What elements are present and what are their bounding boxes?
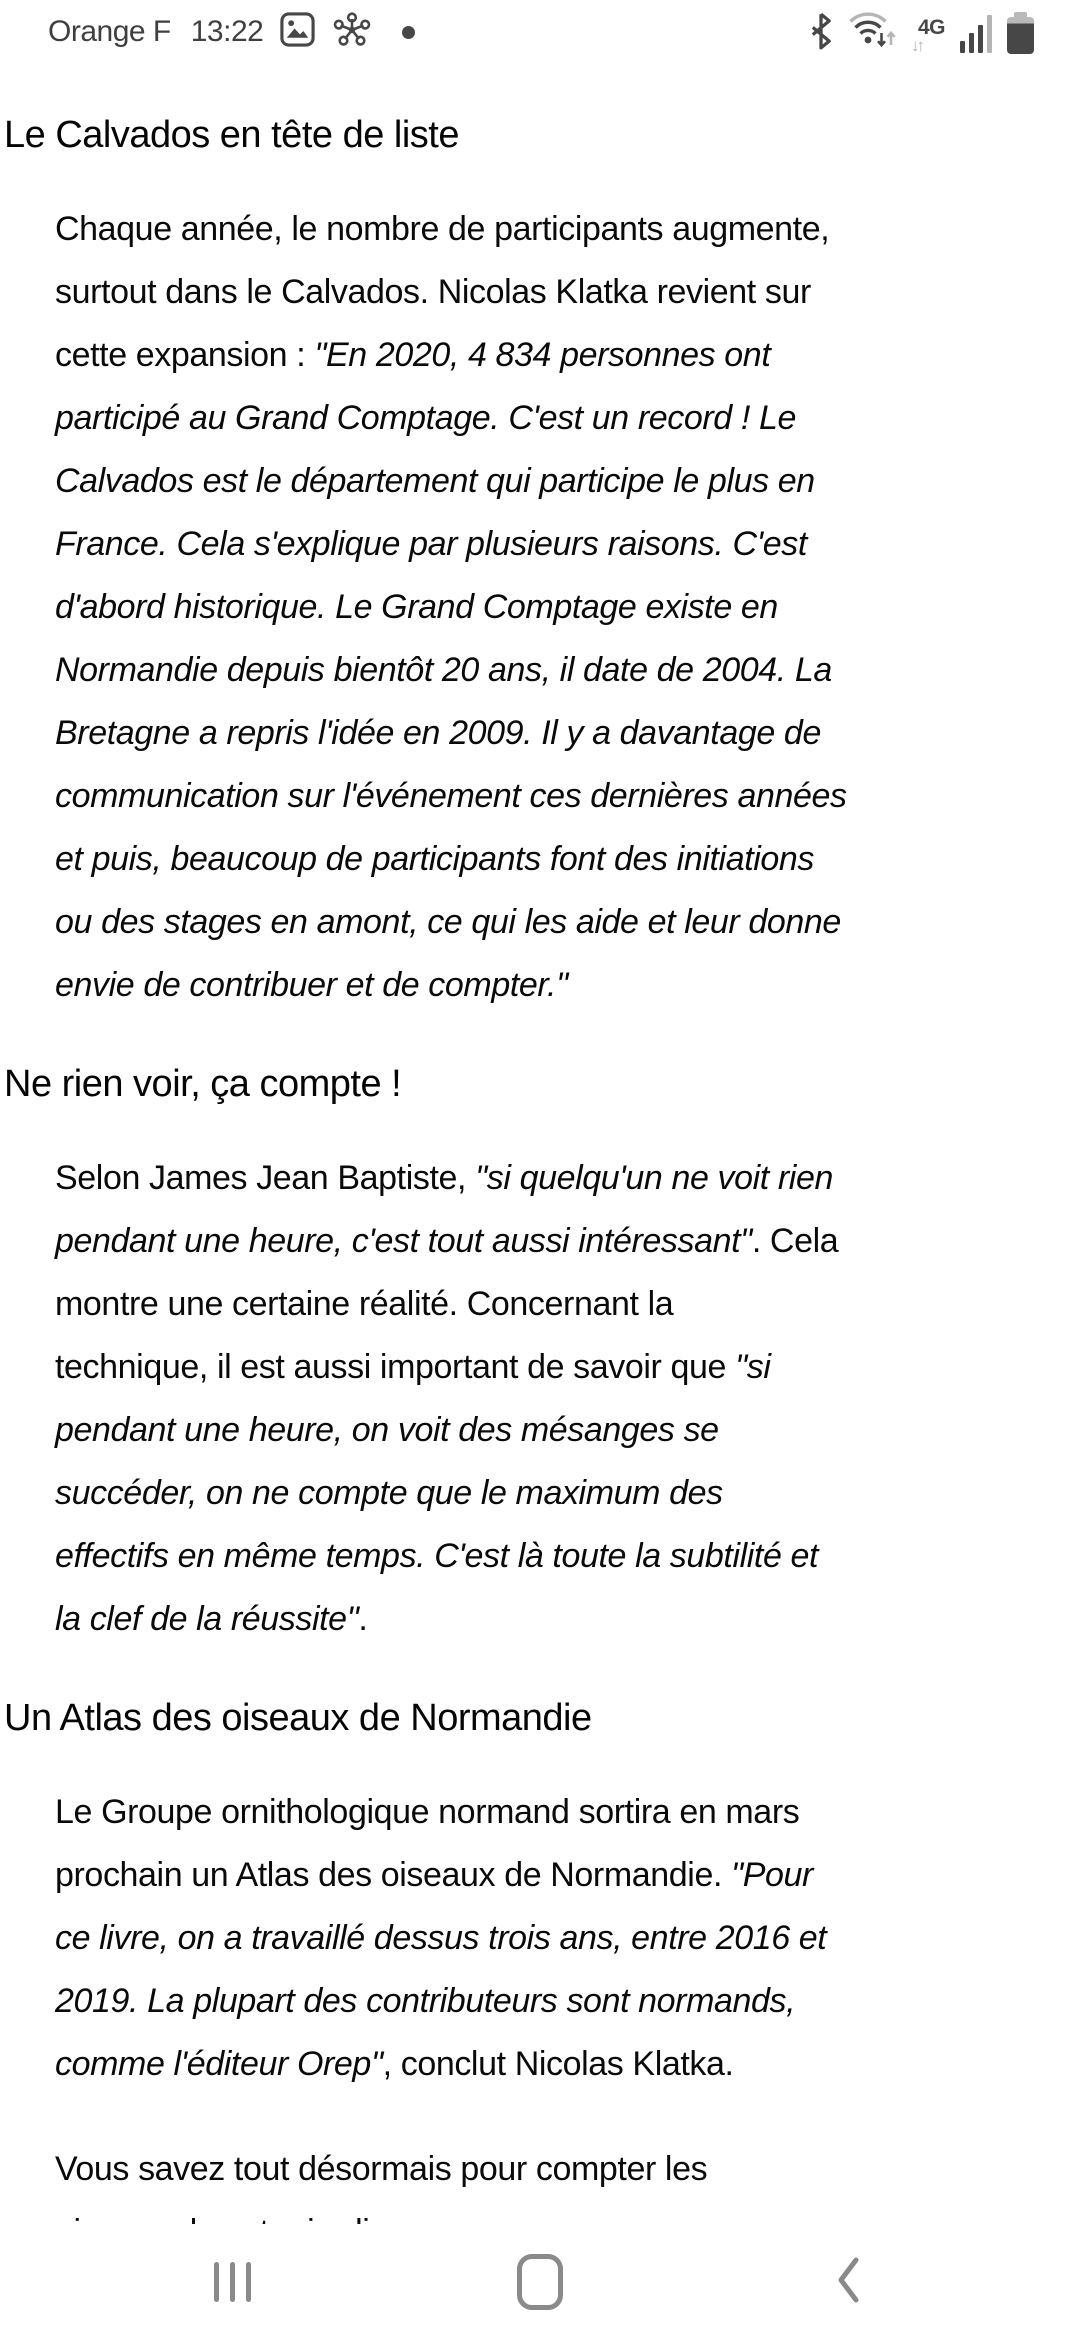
text-line: Le Groupe ornithologique normand sortira en mars (55, 1793, 800, 1831)
text-line: effectifs en même temps. C'est là toute la subtilité et (55, 1537, 819, 1575)
paragraph (4, 198, 1044, 1017)
text-line: Selon James Jean Baptiste, "si quelqu'un ne voit rien (55, 1159, 833, 1197)
section-heading: Un Atlas des oiseaux de Normandie (4, 1697, 592, 1739)
gallery-icon (279, 11, 316, 53)
status-bar-left (48, 10, 415, 55)
text-line: participé au Grand Comptage. C'est un record ! Le (55, 399, 796, 437)
text-line: Normandie depuis bientôt 20 ans, il date de 2004. La (55, 651, 832, 689)
recents-button[interactable] (203, 2253, 261, 2311)
text-line: surtout dans le Calvados. Nicolas Klatka revient sur (55, 273, 811, 311)
network-type-label: 4G (917, 16, 945, 39)
network-type-indicator (911, 17, 945, 54)
text-line: et puis, beaucoup de participants font des initiations (55, 840, 815, 878)
wifi-icon (848, 8, 896, 55)
status-bar (0, 0, 1080, 64)
text-line: pendant une heure, on voit des mésanges se (55, 1411, 719, 1449)
network-arrows-icon: ↓↑ (910, 36, 922, 55)
recents-icon (214, 2262, 251, 2302)
page-content[interactable] (0, 64, 1080, 2224)
text-line: envie de contribuer et de compter." (55, 966, 568, 1004)
text-line: la clef de la réussite". (55, 1600, 368, 1638)
section-heading: Ne rien voir, ça compte ! (4, 1063, 402, 1105)
home-icon (517, 2254, 563, 2310)
text-line: d'abord historique. Le Grand Comptage existe en (55, 588, 778, 626)
paragraph (4, 1781, 1044, 2096)
android-navigation-bar (0, 2224, 1080, 2340)
text-line: cette expansion : "En 2020, 4 834 personnes ont (55, 336, 771, 374)
bluetooth-icon (809, 12, 833, 55)
back-button[interactable] (819, 2253, 877, 2311)
back-chevron-icon (833, 2254, 863, 2311)
text-line: communication sur l'événement ces dernières années (55, 777, 847, 815)
text-line: pendant une heure, c'est tout aussi intéressant". Cela (55, 1222, 839, 1260)
text-line: succéder, on ne compte que le maximum des (55, 1474, 723, 1512)
text-line: 2019. La plupart des contributeurs sont normands, (55, 1982, 796, 2020)
text-line: montre une certaine réalité. Concernant la (55, 1285, 674, 1323)
signal-strength-icon (960, 15, 992, 53)
section-heading: Le Calvados en tête de liste (4, 114, 459, 156)
text-line: comme l'éditeur Orep", conclut Nicolas Klatka. (55, 2045, 734, 2083)
carrier-label: Orange F (48, 15, 171, 48)
article-body (0, 64, 1080, 2264)
text-line: Vous savez tout désormais pour compter les (55, 2150, 708, 2188)
battery-icon (1007, 12, 1034, 54)
paragraph (4, 1147, 1044, 1651)
text-line: ou des stages en amont, ce qui les aide et leur donne (55, 903, 841, 941)
home-button[interactable] (511, 2253, 569, 2311)
text-line: prochain un Atlas des oiseaux de Normandie. "Pour (55, 1856, 813, 1894)
text-line: ce livre, on a travaillé dessus trois ans, entre 2016 et (55, 1919, 827, 1957)
notification-dot (402, 26, 415, 39)
text-line: France. Cela s'explique par plusieurs raisons. C'est (55, 525, 807, 563)
status-bar-right (809, 9, 1034, 55)
text-line: technique, il est aussi important de savoir que "si (55, 1348, 771, 1386)
text-line: Bretagne a repris l'idée en 2009. Il y a davantage de (55, 714, 821, 752)
clock: 13:22 (190, 15, 264, 48)
molecule-icon (332, 10, 372, 55)
text-line: Calvados est le département qui participe le plus en (55, 462, 815, 500)
text-line: Chaque année, le nombre de participants augmente, (55, 210, 830, 248)
